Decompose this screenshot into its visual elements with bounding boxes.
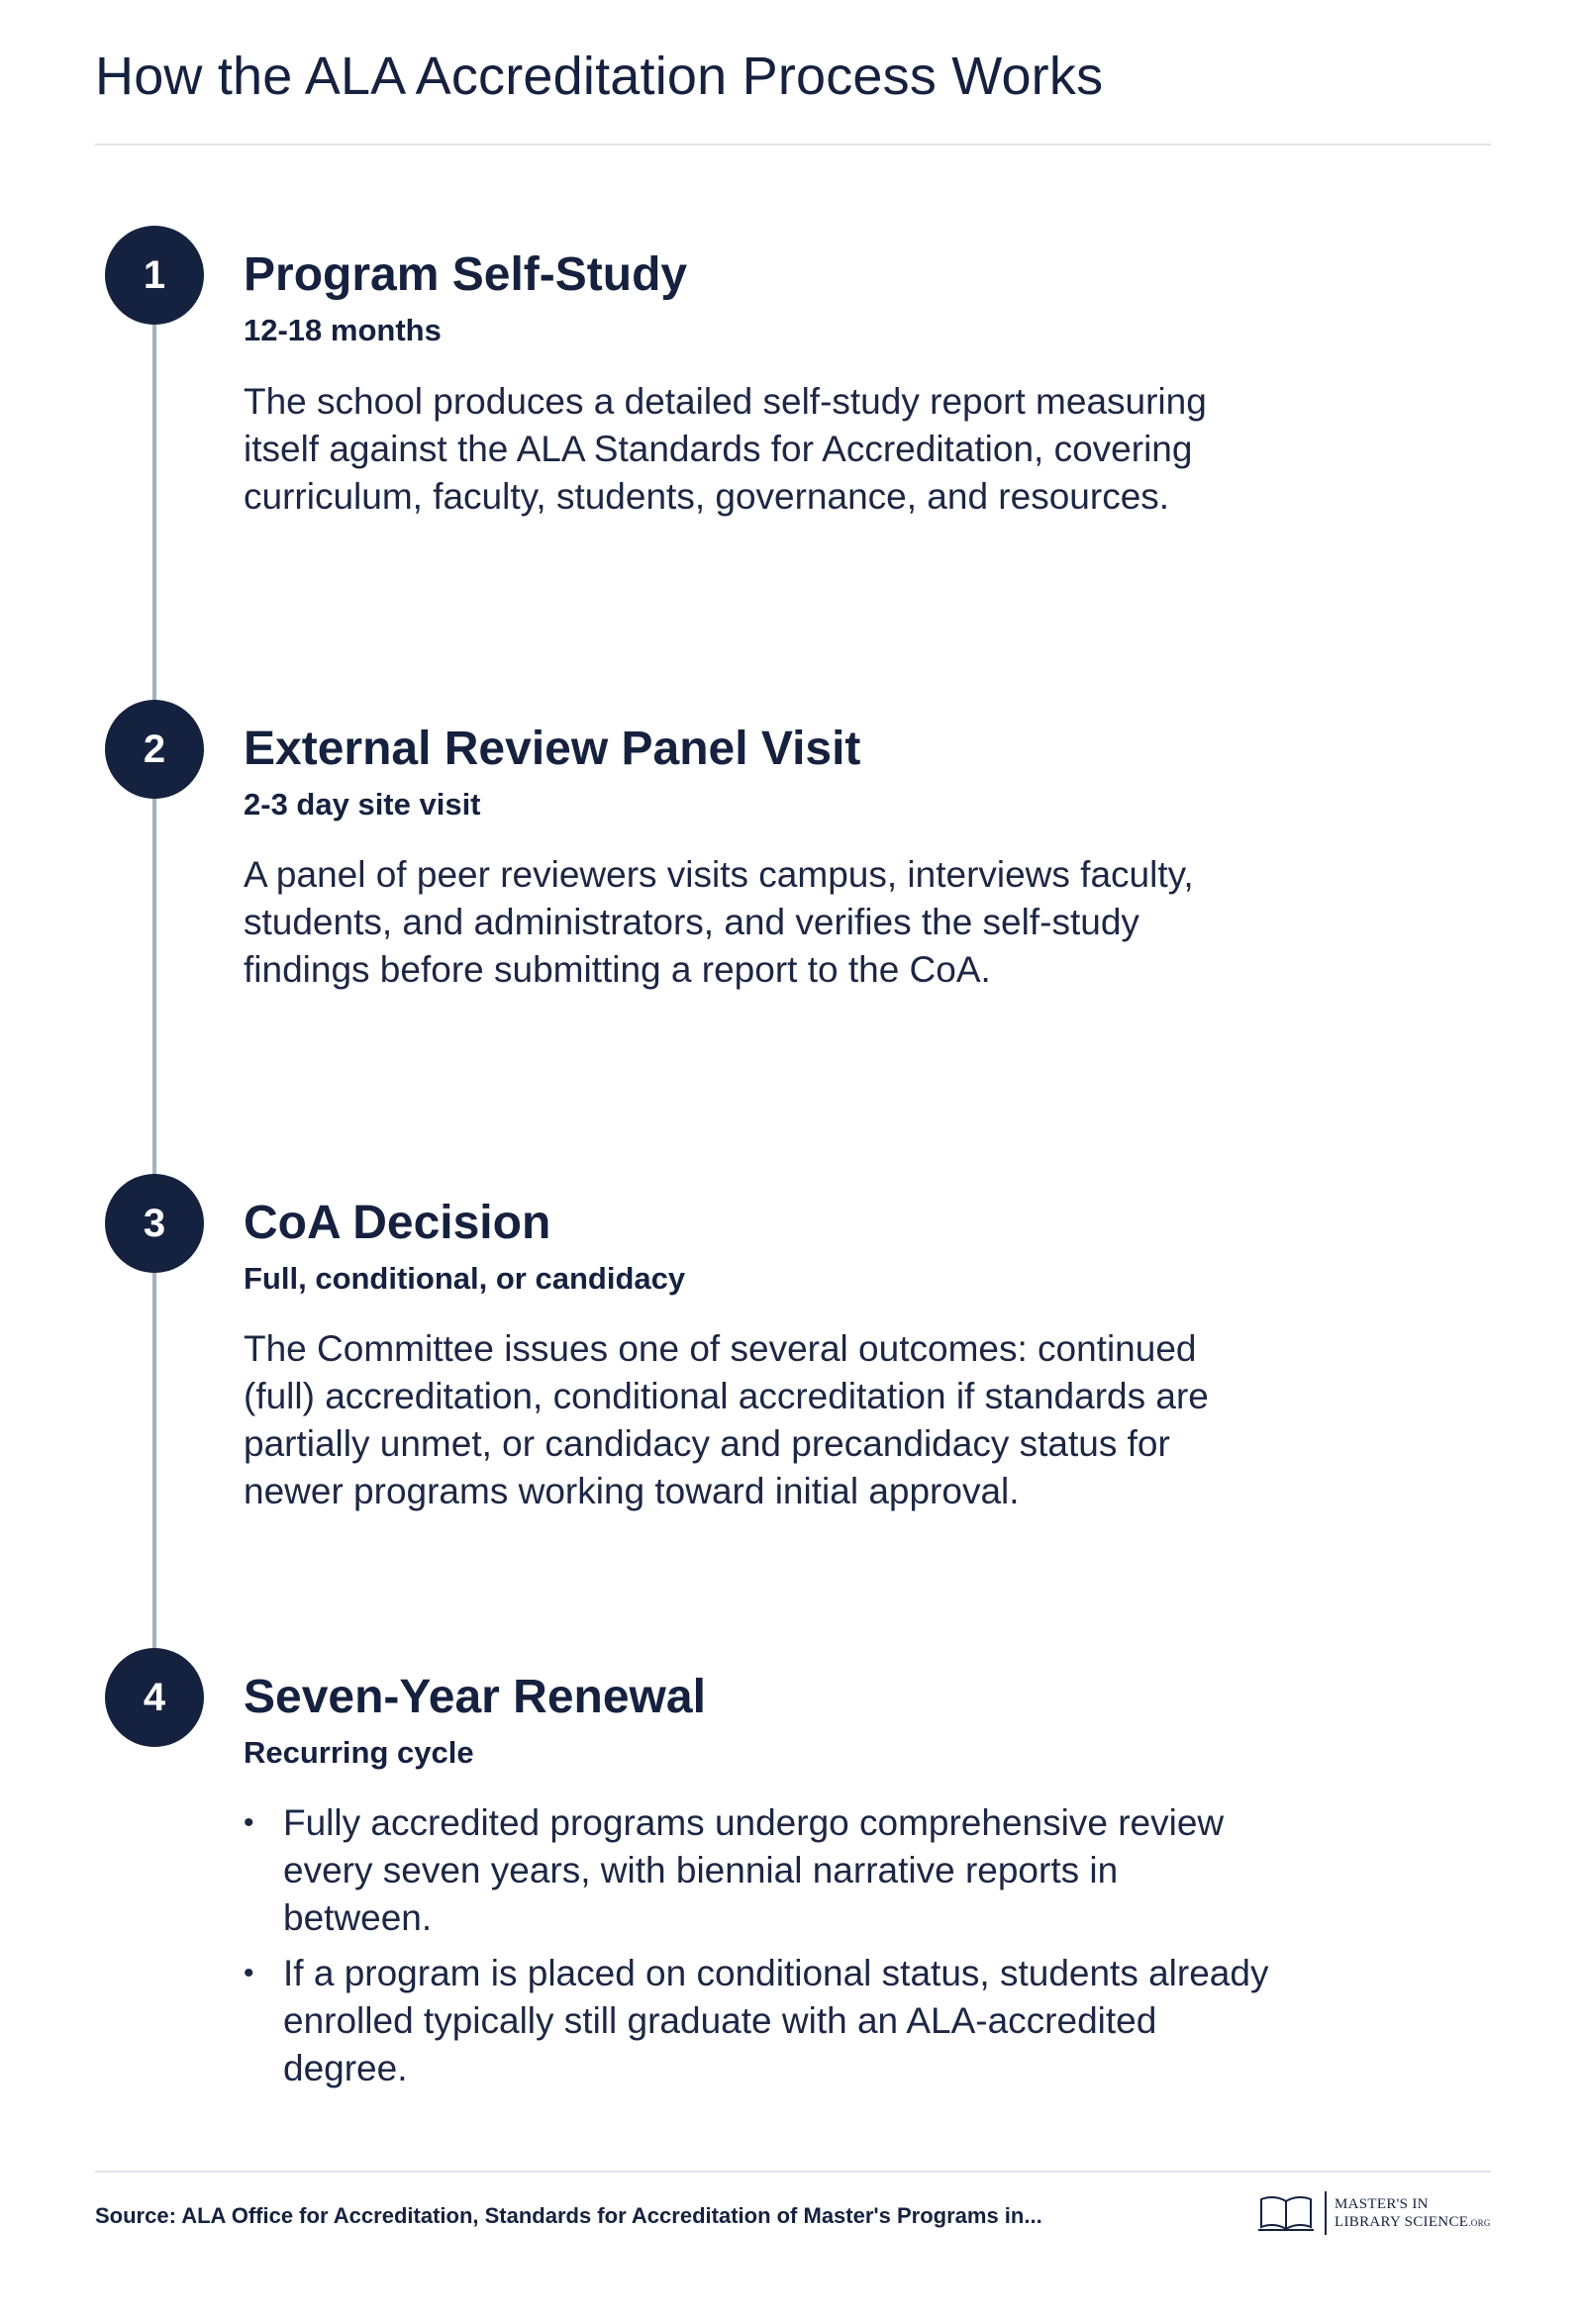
site-logo[interactable] — [1257, 2191, 1491, 2235]
step-description: The Committee issues one of several outcomes: continued (full) accreditation, conditional accreditation if standards are partially unmet, or candidacy and precandidacy status for newer programs working toward initial approval. — [244, 1328, 1209, 1511]
logo-wordmark — [1335, 2195, 1491, 2232]
step-duration: 12-18 months — [244, 313, 442, 347]
step-duration: Recurring cycle — [244, 1735, 474, 1770]
page-title: How the ALA Accreditation Process Works — [95, 47, 1104, 106]
logo-line-2-text: LIBRARY SCIENCE — [1335, 2213, 1469, 2230]
step-title: External Review Panel Visit — [244, 723, 861, 775]
step-description: A panel of peer reviewers visits campus, interviews faculty, students, and administrators, and verifies the self-study findings before submitting a report to the CoA. — [244, 854, 1194, 990]
source-citation: Source: ALA Office for Accreditation, Standards for Accreditation of Master's Programs in... — [95, 2203, 1042, 2228]
step-bullet-list — [244, 1799, 1273, 2100]
open-book-icon — [1257, 2193, 1315, 2233]
step-duration: 2-3 day site visit — [244, 787, 481, 822]
footer-divider — [95, 2171, 1491, 2173]
step-description: The school produces a detailed self-study report measuring itself against the ALA Standards for Accreditation, covering curriculum, faculty, students, governance, and resources. — [244, 381, 1207, 517]
bullet-item: • If a program is placed on conditional status, students already enrolled typically still graduate with an ALA-accredited degree. — [244, 1950, 1273, 2092]
timeline-line — [152, 275, 156, 1651]
step-number-badge: 1 — [105, 226, 204, 325]
bullet-item: • Fully accredited programs undergo comprehensive review every seven years, with biennial narrative reports in between. — [244, 1799, 1273, 1942]
logo-suffix: .ORG — [1468, 2217, 1491, 2228]
step-title: Seven-Year Renewal — [244, 1671, 706, 1723]
step-number-badge: 3 — [105, 1174, 204, 1273]
step-title: CoA Decision — [244, 1197, 551, 1249]
logo-line-1: MASTER'S IN — [1335, 2195, 1429, 2212]
logo-line-2 — [1335, 2213, 1491, 2232]
step-number-badge: 4 — [105, 1648, 204, 1747]
header-divider — [95, 144, 1491, 145]
step-duration: Full, conditional, or candidacy — [244, 1261, 686, 1296]
step-title: Program Self-Study — [244, 248, 688, 301]
logo-divider — [1325, 2191, 1327, 2235]
step-number-badge: 2 — [105, 700, 204, 799]
